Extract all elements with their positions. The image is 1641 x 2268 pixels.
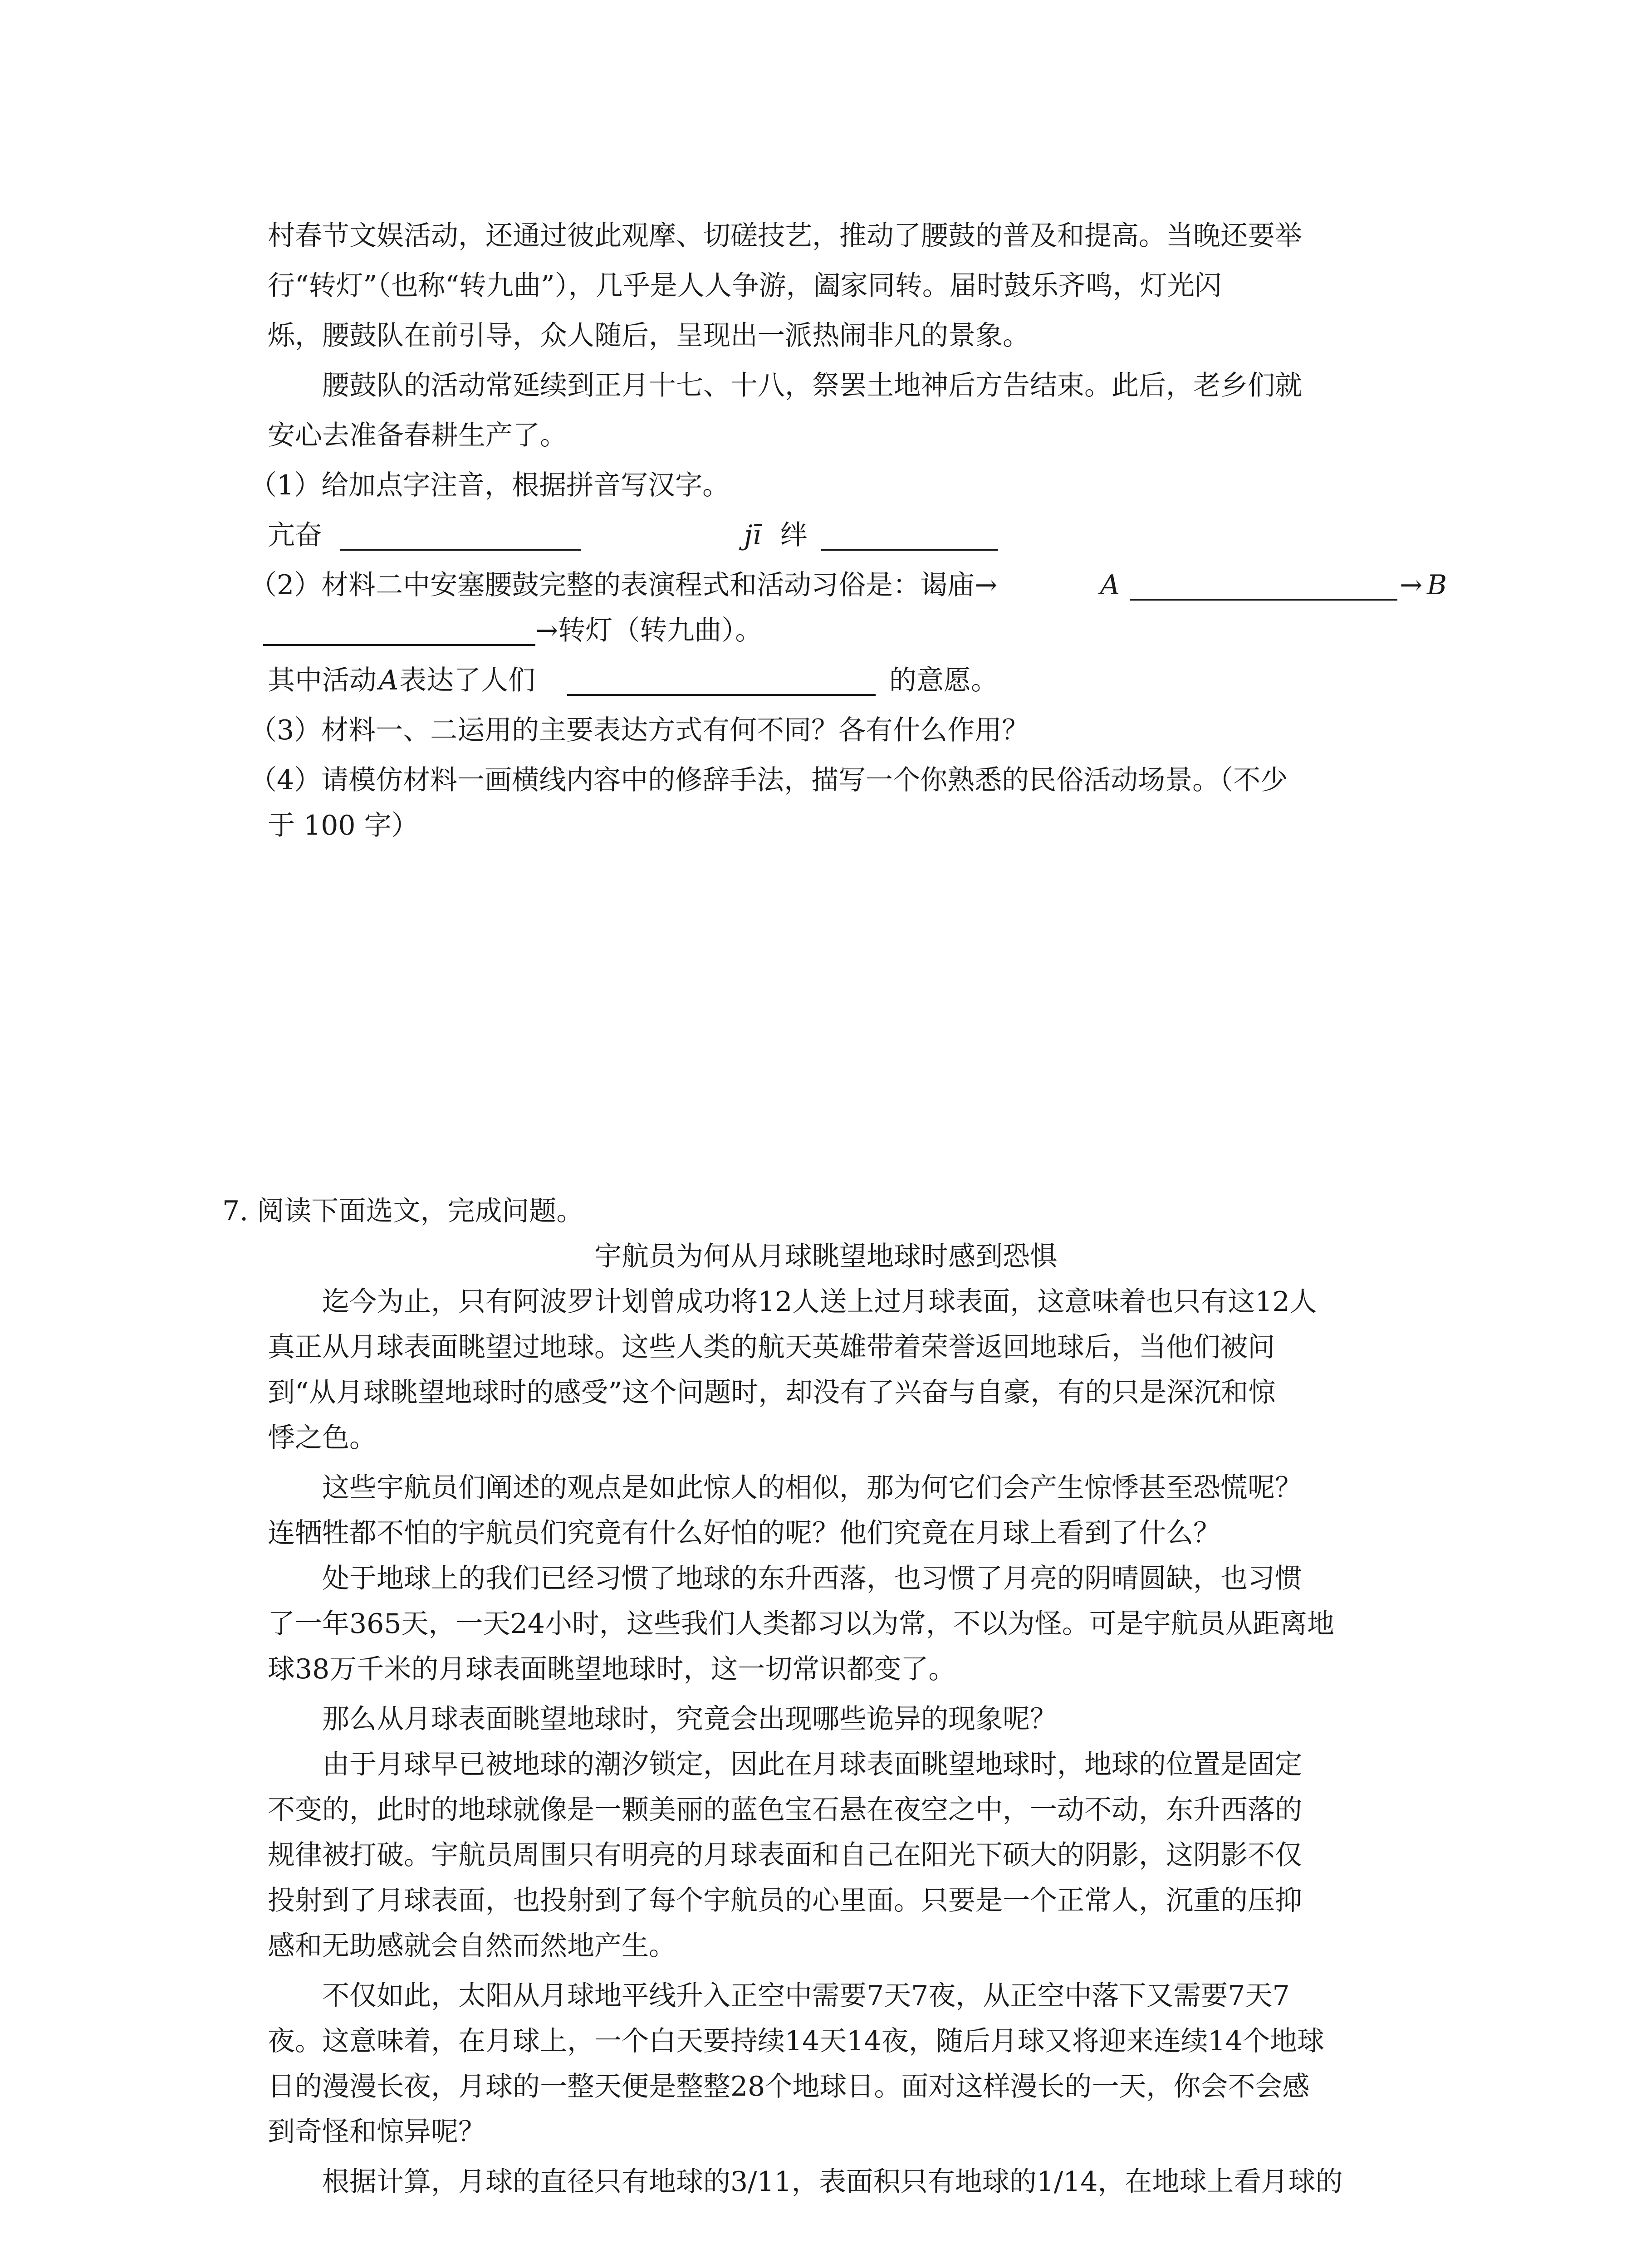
passage-line: 连牺牲都不怕的宇航员们究竟有什么好怕的呢？他们究竟在月球上看到了什么？: [268, 1517, 1220, 1549]
passage-line: 感和无助感就会自然而然地产生。: [268, 1930, 676, 1962]
question-2-line-1: （2）材料二中安塞腰鼓完整的表演程式和活动习俗是：谒庙→: [250, 569, 998, 601]
question-2-arrow: →: [1400, 569, 1423, 601]
passage-line: 球38万千米的月球表面眺望地球时，这一切常识都变了。: [268, 1653, 956, 1685]
question-2-blank-c[interactable]: [567, 694, 876, 696]
question-1-answer-blank-2[interactable]: [821, 549, 998, 551]
material-line-1: 村春节文娱活动，还通过彼此观摩、切磋技艺，推动了腰鼓的普及和提高。当晚还要举: [268, 220, 1302, 252]
passage-title: 宇航员为何从月球眺望地球时感到恐惧: [594, 1241, 1057, 1272]
question-4-line-2: 于 100 字）: [268, 810, 419, 841]
passage-line: 夜。这意味着，在月球上，一个白天要持续14天14夜，随后月球又将迎来连续14个地球: [268, 2025, 1325, 2057]
question-1-answer-blank-1[interactable]: [340, 549, 581, 551]
question-1-pinyin: jī: [744, 519, 761, 551]
passage-line: 由于月球早已被地球的潮汐锁定，因此在月球表面眺望地球时，地球的位置是固定: [322, 1749, 1302, 1780]
passage-line: 到“从月球眺望地球时的感受”这个问题时，却没有了兴奋与自豪，有的只是深沉和惊: [268, 1377, 1276, 1408]
question-4-line-1: （4）请模仿材料一画横线内容中的修辞手法，描写一个你熟悉的民俗活动场景。（不少: [250, 764, 1288, 796]
question-3-text: （3）材料一、二运用的主要表达方式有何不同？各有什么作用？: [250, 714, 1029, 746]
question-2-line-3-a: A: [379, 665, 399, 696]
material-line-5: 安心去准备春耕生产了。: [268, 420, 567, 451]
question-2-label-b: B: [1427, 569, 1447, 601]
question-2-line-3-post: 的意愿。: [889, 665, 998, 696]
question-1-text: （1）给加点字注音，根据拼音写汉字。: [250, 469, 730, 501]
question-2-line-3-pre: 其中活动: [268, 665, 377, 696]
passage-line: 悸之色。: [268, 1422, 377, 1454]
passage-line: 那么从月球表面眺望地球时，究竟会出现哪些诡异的现象呢？: [322, 1703, 1057, 1735]
passage-line: 根据计算，月球的直径只有地球的3/11，表面积只有地球的1/14，在地球上看月球的: [322, 2166, 1343, 2198]
passage-line: 迄今为止，只有阿波罗计划曾成功将12人送上过月球表面，这意味着也只有这12人: [322, 1286, 1317, 1318]
passage-line: 真正从月球表面眺望过地球。这些人类的航天英雄带着荣誉返回地球后，当他们被问: [268, 1331, 1275, 1363]
question-2-line-3-mid: 表达了人们: [399, 665, 535, 696]
material-line-4: 腰鼓队的活动常延续到正月十七、十八，祭罢土地神后方告结束。此后，老乡们就: [322, 370, 1302, 401]
passage-line: 规律被打破。宇航员周围只有明亮的月球表面和自己在阳光下硕大的阴影，这阴影不仅: [268, 1839, 1302, 1871]
passage-line: 这些宇航员们阐述的观点是如此惊人的相似，那为何它们会产生惊悸甚至恐慌呢？: [322, 1472, 1302, 1504]
passage-line: 不变的，此时的地球就像是一颗美丽的蓝色宝石悬在夜空之中，一动不动，东升西落的: [268, 1794, 1302, 1826]
question-2-blank-a[interactable]: [1130, 599, 1397, 601]
question-2-line-2: →转灯（转九曲）。: [535, 615, 763, 646]
passage-line: 不仅如此，太阳从月球地平线升入正空中需要7天7夜，从正空中落下又需要7天7: [322, 1980, 1290, 2012]
question-2-blank-b[interactable]: [263, 644, 535, 646]
question-2-label-a: A: [1100, 569, 1120, 601]
passage-line: 到奇怪和惊异呢？: [268, 2116, 485, 2148]
question-1-word: 亢奋: [268, 519, 322, 551]
material-line-2: 行“转灯”（也称“转九曲”），几乎是人人争游，阖家同转。届时鼓乐齐鸣，灯光闪: [268, 270, 1222, 302]
passage-line: 处于地球上的我们已经习惯了地球的东升西落，也习惯了月亮的阴晴圆缺，也习惯: [322, 1563, 1302, 1594]
passage-line: 投射到了月球表面，也投射到了每个宇航员的心里面。只要是一个正常人，沉重的压抑: [268, 1885, 1302, 1916]
question-1-word-suffix: 绊: [780, 519, 808, 551]
material-line-3: 烁，腰鼓队在前引导，众人随后，呈现出一派热闹非凡的景象。: [268, 320, 1030, 352]
passage-line: 日的漫漫长夜，月球的一整天便是整整28个地球日。面对这样漫长的一天，你会不会感: [268, 2071, 1310, 2102]
question-7-heading: 7. 阅读下面选文，完成问题。: [222, 1195, 584, 1227]
passage-line: 了一年365天，一天24小时，这些我们人类都习以为常，不以为怪。可是宇航员从距离地: [268, 1608, 1334, 1640]
